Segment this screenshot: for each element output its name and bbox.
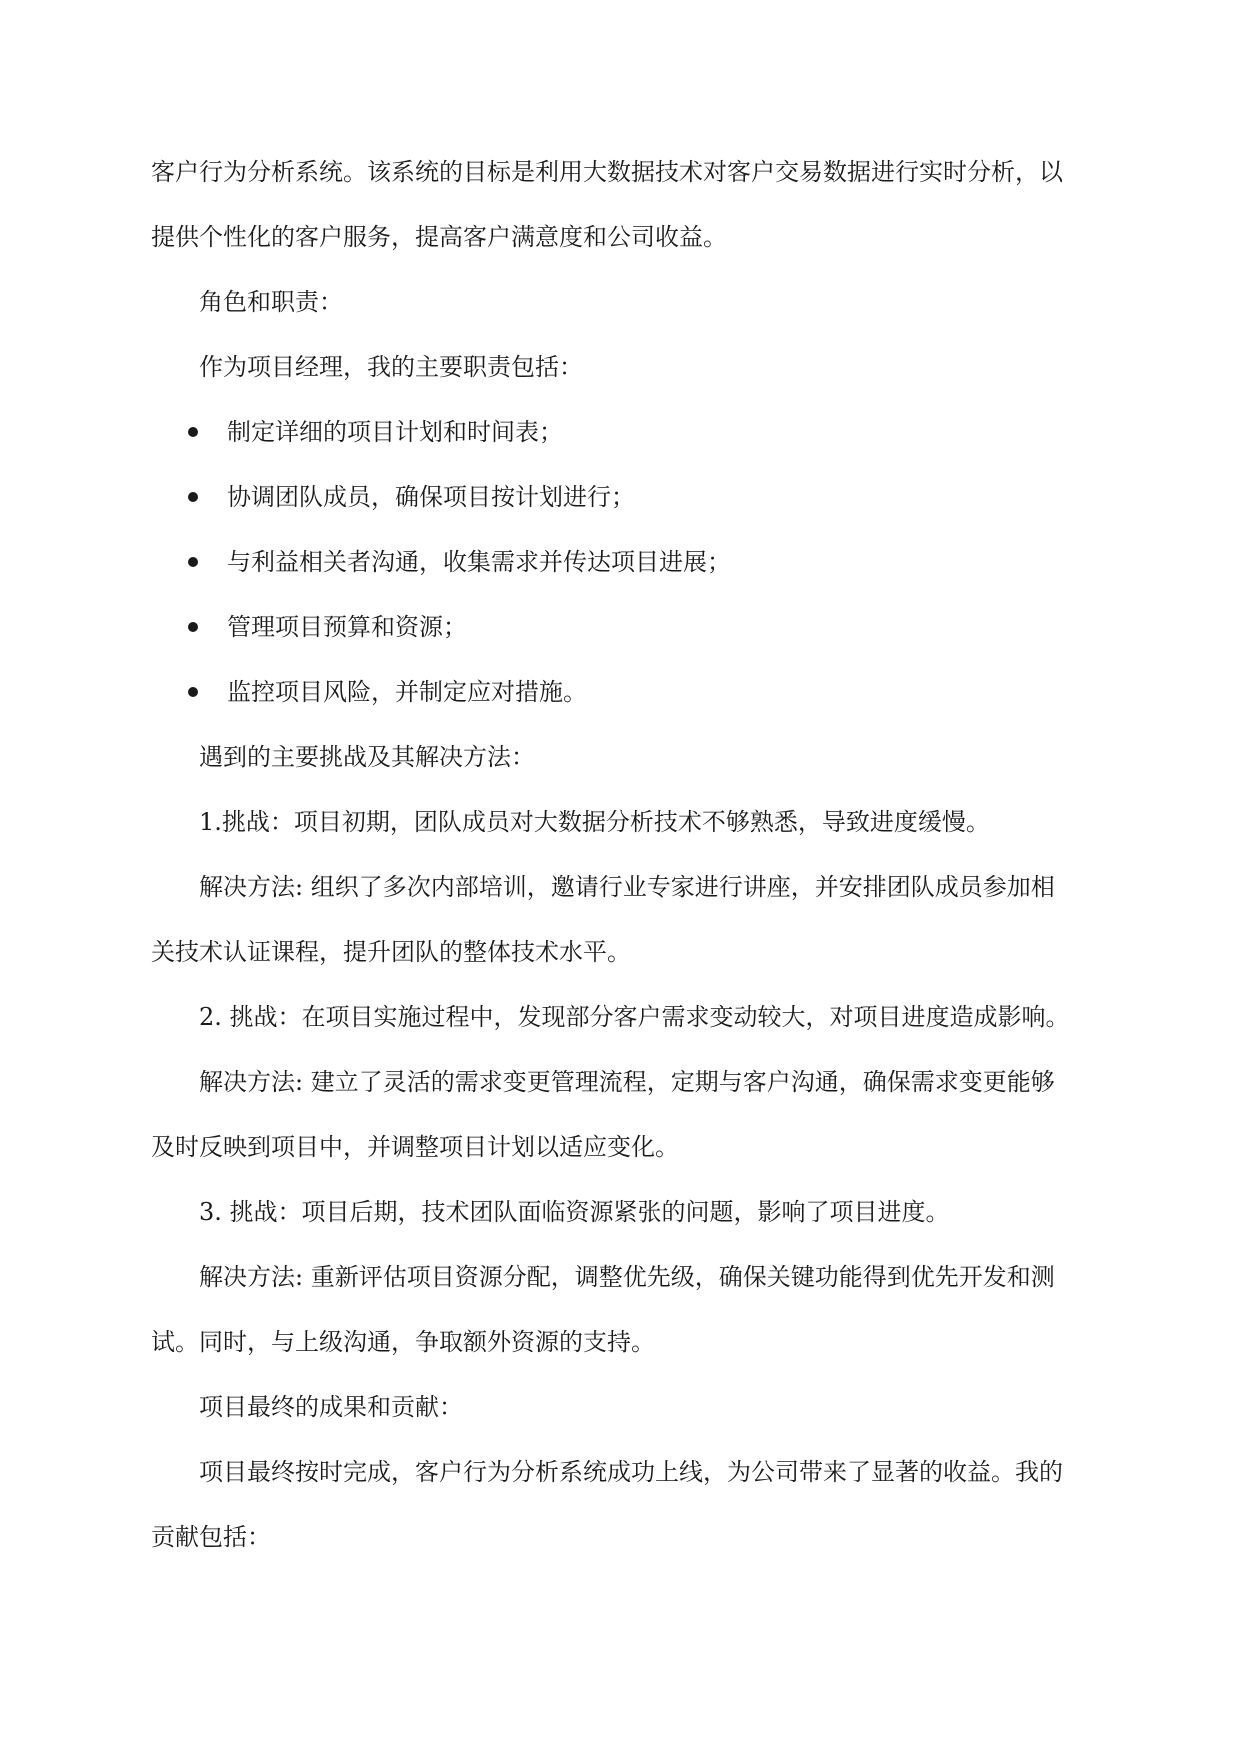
bullet-icon [188, 687, 198, 697]
solution-1-line: 关技术认证课程，提升团队的整体技术水平。 [151, 938, 631, 966]
results-line: 项目最终按时完成，客户行为分析系统成功上线，为公司带来了显著的收益。我的 [199, 1458, 1063, 1486]
bullet-icon [188, 622, 198, 632]
bullet-icon [188, 492, 198, 502]
roles-intro: 作为项目经理，我的主要职责包括： [199, 353, 583, 381]
solution-2-line: 及时反映到项目中，并调整项目计划以适应变化。 [151, 1133, 679, 1161]
list-item-text: 与利益相关者沟通，收集需求并传达项目进展； [227, 548, 731, 576]
challenge-3: 3. 挑战：项目后期，技术团队面临资源紧张的问题，影响了项目进度。 [199, 1198, 950, 1226]
list-item-text: 监控项目风险，并制定应对措施。 [227, 678, 587, 706]
challenge-1: 1.挑战：项目初期，团队成员对大数据分析技术不够熟悉，导致进度缓慢。 [199, 808, 990, 836]
intro-paragraph-line: 提供个性化的客户服务，提高客户满意度和公司收益。 [151, 223, 727, 251]
bullet-icon [188, 427, 198, 437]
list-item-text: 管理项目预算和资源； [227, 613, 467, 641]
list-item [151, 465, 1096, 530]
section-heading-roles: 角色和职责： [199, 288, 343, 316]
solution-1-line: 解决方法: 组织了多次内部培训，邀请行业专家进行讲座，并安排团队成员参加相 [199, 873, 1055, 901]
list-item [151, 660, 1096, 725]
list-item [151, 595, 1096, 660]
responsibilities-list [151, 400, 1096, 725]
solution-3-line: 解决方法: 重新评估项目资源分配，调整优先级，确保关键功能得到优先开发和测 [199, 1263, 1055, 1291]
results-line: 贡献包括： [151, 1523, 271, 1551]
bullet-icon [188, 557, 198, 567]
solution-2-line: 解决方法: 建立了灵活的需求变更管理流程，定期与客户沟通，确保需求变更能够 [199, 1068, 1055, 1096]
list-item-text: 制定详细的项目计划和时间表； [227, 418, 563, 446]
solution-3-line: 试。同时，与上级沟通，争取额外资源的支持。 [151, 1328, 655, 1356]
document-body [151, 140, 1096, 1570]
section-heading-challenges: 遇到的主要挑战及其解决方法： [199, 743, 535, 771]
section-heading-results: 项目最终的成果和贡献： [199, 1393, 463, 1421]
intro-paragraph-line: 客户行为分析系统。该系统的目标是利用大数据技术对客户交易数据进行实时分析，以 [151, 158, 1063, 186]
challenge-2: 2. 挑战：在项目实施过程中，发现部分客户需求变动较大，对项目进度造成影响。 [199, 1003, 1070, 1031]
list-item [151, 530, 1096, 595]
list-item [151, 400, 1096, 465]
list-item-text: 协调团队成员，确保项目按计划进行； [227, 483, 635, 511]
